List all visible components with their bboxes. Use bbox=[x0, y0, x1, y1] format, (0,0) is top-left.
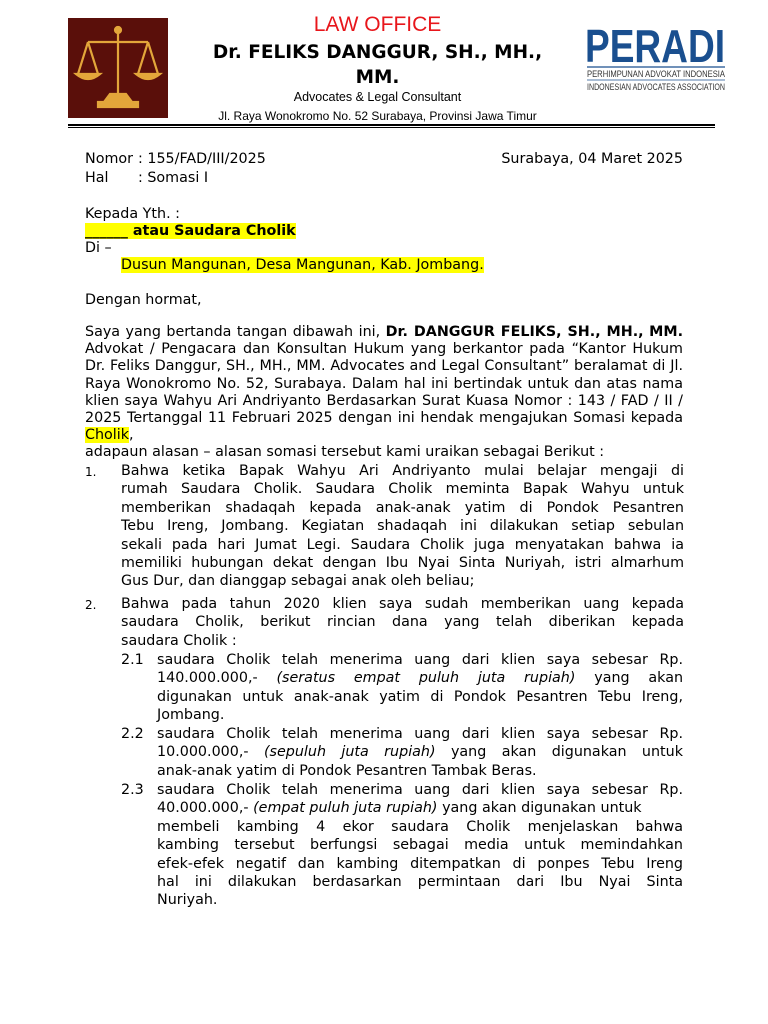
amount: 40.000.000,- bbox=[157, 800, 249, 817]
subpoint-number: 2.1 bbox=[121, 652, 144, 668]
point-1-line: rumah Saudara Cholik. Saudara Cholik meminta Bapak Wahyu untuk bbox=[121, 481, 684, 498]
nomor-value: : 155/FAD/III/2025 bbox=[138, 151, 266, 167]
recipient-address-text: Dusun Mangunan, Desa Mangunan, Kab. Jombang. bbox=[121, 257, 484, 273]
office-address: Jl. Raya Wonokromo No. 52 Surabaya, Provinsi Jawa Timur bbox=[218, 109, 537, 123]
office-name-line2: MM. bbox=[355, 67, 400, 88]
amount-purpose: yang akan bbox=[594, 670, 684, 687]
law-scales-logo bbox=[68, 18, 168, 118]
subpoint-line: saudara Cholik telah menerima uang dari klien saya sebesar Rp. bbox=[157, 652, 683, 668]
di-label: Di – bbox=[85, 240, 112, 256]
point-2-text bbox=[121, 595, 684, 650]
amount: 10.000.000,- bbox=[157, 744, 249, 761]
point-number: 1. bbox=[85, 465, 97, 479]
subpoint-line: saudara Cholik telah menerima uang dari klien saya sebesar Rp. bbox=[157, 782, 683, 798]
nomor-label: Nomor bbox=[85, 151, 133, 167]
point-1-line: memberikan shadaqah kepada anak-anak yatim di Pondok Pesantren bbox=[121, 499, 684, 516]
intro-text-d: Advokat / Pengacara dan Konsultan Hukum yang berkantor pada “Kantor Hukum Dr. Feliks Danggur, SH., MH., MM. Advocates and Legal Consultant” beralamat di Jl. Raya Wonokromo No. 52, Surabaya. Dalam hal ini bertindak untuk dan atas nama klien saya Wahyu Ari Andriyanto Berdasarkan Surat Kuasa Nomor : 143 / FAD / II / 2025 Tertanggal 11 Februari 2025 dengan ini hendak mengajukan Somasi kepada bbox=[85, 341, 683, 427]
subpoint-line: hal ini dilakukan berdasarkan permintaan dari Ibu Nyai Sinta bbox=[157, 874, 683, 891]
point-1-text bbox=[121, 462, 684, 591]
kepada-label: Kepada Yth. : bbox=[85, 206, 180, 222]
salutation: Dengan hormat, bbox=[85, 292, 202, 308]
recipient-address bbox=[121, 256, 484, 274]
subpoint-line: Nuriyah. bbox=[157, 892, 218, 909]
amount: 140.000.000,- bbox=[157, 670, 258, 687]
subpoint-amount-line bbox=[157, 799, 683, 817]
subpoint-line: membeli kambing 4 ekor saudara Cholik menjelaskan bahwa bbox=[157, 818, 683, 835]
point-1-line: Bahwa ketika Bapak Wahyu Ari Andriyanto mulai belajar mengaji di bbox=[121, 463, 684, 479]
subpoint-line: digunakan untuk anak-anak yatim di Pondok Pesantren Tebu Ireng, bbox=[157, 688, 683, 705]
header-divider-thin bbox=[68, 127, 715, 128]
lawyer-name: Dr. DANGGUR FELIKS, SH., MH., bbox=[385, 324, 644, 340]
subpoint-amount-line bbox=[157, 743, 683, 761]
law-office-title: LAW OFFICE bbox=[313, 13, 442, 36]
subpoint-number: 2.3 bbox=[121, 782, 144, 798]
peradi-emblem-icon bbox=[583, 18, 728, 98]
amount-purpose: yang akan digunakan untuk bbox=[442, 800, 642, 817]
point-1-line: sekali pada hari Jumat Legi. Saudara Cholik juga menyatakan bahwa ia bbox=[121, 536, 684, 553]
intro-text-a: Saya yang bertanda tangan dibawah ini, bbox=[85, 324, 386, 340]
office-name-line1: Dr. FELIKS DANGGUR, SH., MH., bbox=[212, 42, 543, 63]
point-2-line: Bahwa pada tahun 2020 klien saya sudah memberikan uang kepada bbox=[121, 596, 684, 612]
point-1-line: Gus Dur, dan dianggap sebagai anak oleh beliau; bbox=[121, 573, 475, 590]
amount-words: (sepuluh juta rupiah) bbox=[263, 744, 436, 761]
point-1-line: memiliki hubungan dekat dengan Ibu Nyai Sinta Nuriyah, istri almarhum bbox=[121, 555, 684, 572]
point-2-line: saudara Cholik, berikut rincian dana yang telah diberikan kepada bbox=[121, 614, 684, 631]
office-name bbox=[180, 40, 575, 90]
subpoint-2-1 bbox=[157, 651, 683, 725]
subpoint-line: Jombang. bbox=[157, 707, 225, 724]
subpoint-line: saudara Cholik telah menerima uang dari klien saya sebesar Rp. bbox=[157, 726, 683, 742]
amount-words: (seratus empat puluh juta rupiah) bbox=[276, 670, 576, 687]
point-1-line: Tebu Ireng, Jombang. Kegiatan shadaqah ini dilakukan setiap sebulan bbox=[121, 518, 684, 535]
amount-words: (empat puluh juta rupiah) bbox=[253, 800, 438, 817]
hal-value: : Somasi I bbox=[138, 170, 209, 186]
recipient-name: atau Saudara Cholik bbox=[127, 223, 296, 239]
subpoint-line: anak-anak yatim di Pondok Pesantren Tambak Beras. bbox=[157, 762, 537, 779]
subpoint-number: 2.2 bbox=[121, 726, 144, 742]
scales-of-justice-icon bbox=[68, 18, 168, 118]
office-subtitle: Advocates & Legal Consultant bbox=[293, 90, 462, 104]
intro-comma: , bbox=[129, 427, 134, 444]
hal-label: Hal bbox=[85, 170, 109, 186]
recipient-blank: ______ bbox=[85, 223, 128, 239]
intro-closing: adapaun alasan – alasan somasi tersebut kami uraikan sebagai Berikut : bbox=[85, 444, 605, 461]
amount-purpose: yang akan digunakan untuk bbox=[450, 744, 683, 761]
point-2-line: saudara Cholik : bbox=[121, 632, 237, 649]
subpoint-2-2 bbox=[157, 725, 683, 780]
peradi-wordmark: PERADI bbox=[585, 20, 725, 72]
letter-date: Surabaya, 04 Maret 2025 bbox=[501, 151, 683, 167]
subpoint-line: kambing tersebut berfungsi sebagai media untuk memindahkan bbox=[157, 837, 683, 854]
subpoint-line: efek-efek negatif dan kambing ditempatkan di ponpes Tebu Ireng bbox=[157, 855, 683, 872]
header-divider-thick bbox=[68, 124, 715, 126]
subpoint-2-3 bbox=[157, 781, 683, 910]
lawyer-title: MM. bbox=[649, 324, 683, 340]
intro-cholik: Cholik bbox=[85, 427, 130, 444]
intro-paragraph bbox=[85, 324, 683, 462]
recipient-line bbox=[85, 222, 296, 240]
peradi-line1: PERHIMPUNAN ADVOKAT INDONESIA bbox=[587, 69, 725, 79]
point-number: 2. bbox=[85, 598, 97, 612]
peradi-line2: INDONESIAN ADVOCATES ASSOCIATION bbox=[587, 82, 725, 92]
peradi-logo bbox=[583, 18, 728, 98]
subpoint-amount-line bbox=[157, 669, 683, 687]
